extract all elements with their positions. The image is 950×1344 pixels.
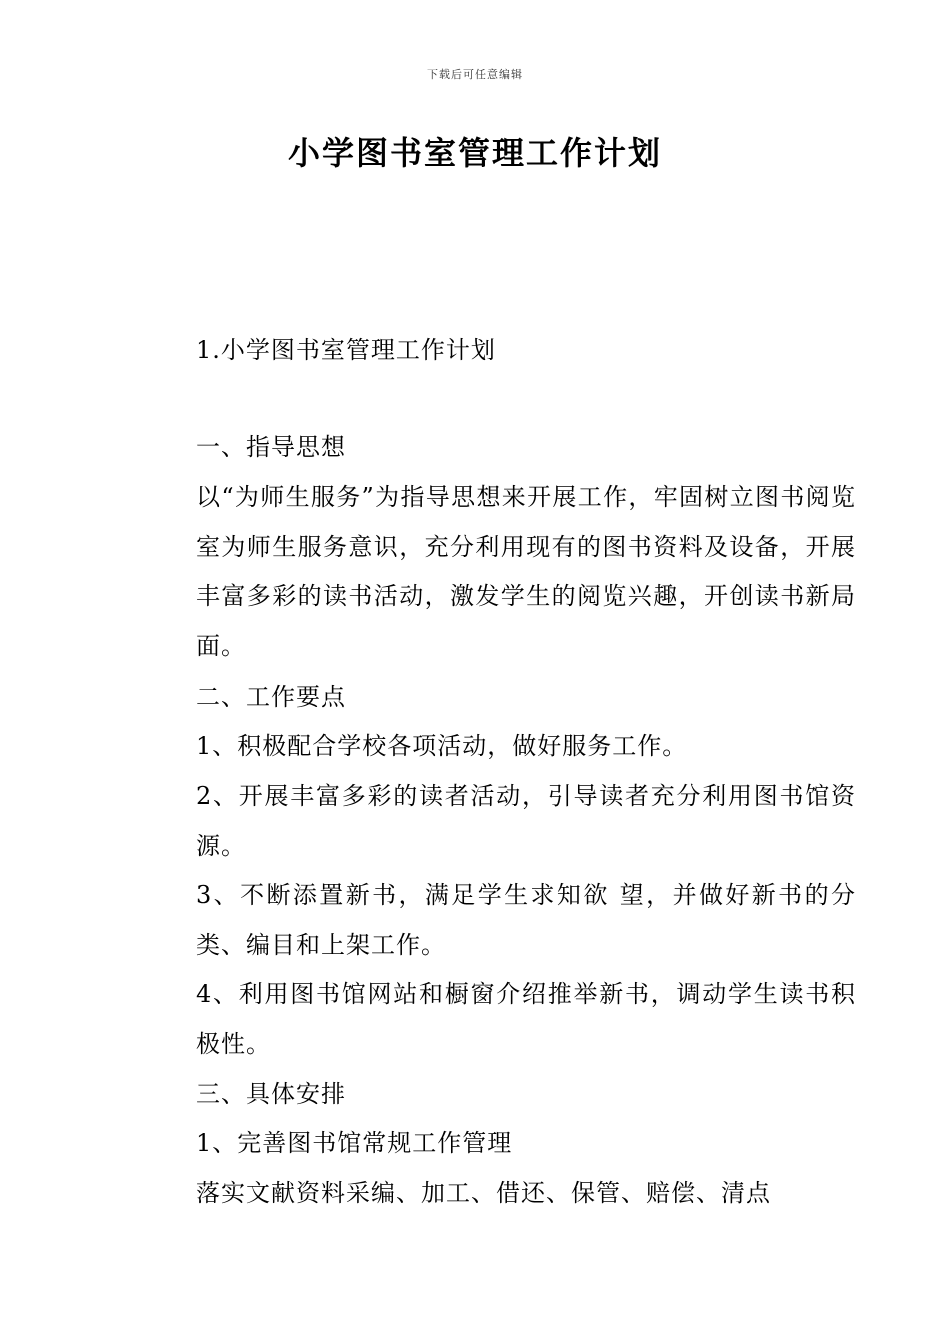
section-heading-work-points: 二、工作要点 — [196, 683, 346, 711]
paragraph-arrangement-1: 落实文献资料采编、加工、借还、保管、赔偿、清点 — [196, 1179, 771, 1207]
document-title: 小学图书室管理工作计划 — [287, 134, 662, 172]
list-item-work-point-3: 3、不断添置新书，满足学生求知欲 望，并做好新书的分类、编目和上架工作。 — [196, 881, 856, 959]
section-heading-guiding-ideology: 一、指导思想 — [196, 433, 346, 461]
header-note: 下载后可任意编辑 — [427, 68, 523, 81]
paragraph-guiding-ideology: 以“为师生服务”为指导思想来开展工作，牢固树立图书阅览室为师生服务意识，充分利用现有的图书资料及设备，开展丰富多彩的读书活动，激发学生的阅览兴趣，开创读书新局面。 — [196, 483, 856, 660]
list-item-work-point-2: 2、开展丰富多彩的读者活动，引导读者充分利用图书馆资源。 — [196, 782, 856, 860]
subtitle: 1.小学图书室管理工作计划 — [196, 336, 496, 364]
list-item-work-point-4: 4、利用图书馆网站和橱窗介绍推举新书，调动学生读书积极性。 — [196, 980, 856, 1058]
list-item-work-point-1: 1、积极配合学校各项活动，做好服务工作。 — [196, 732, 688, 760]
list-item-arrangement-1: 1、完善图书馆常规工作管理 — [196, 1129, 513, 1157]
section-heading-specific-arrangements: 三、具体安排 — [196, 1080, 346, 1108]
